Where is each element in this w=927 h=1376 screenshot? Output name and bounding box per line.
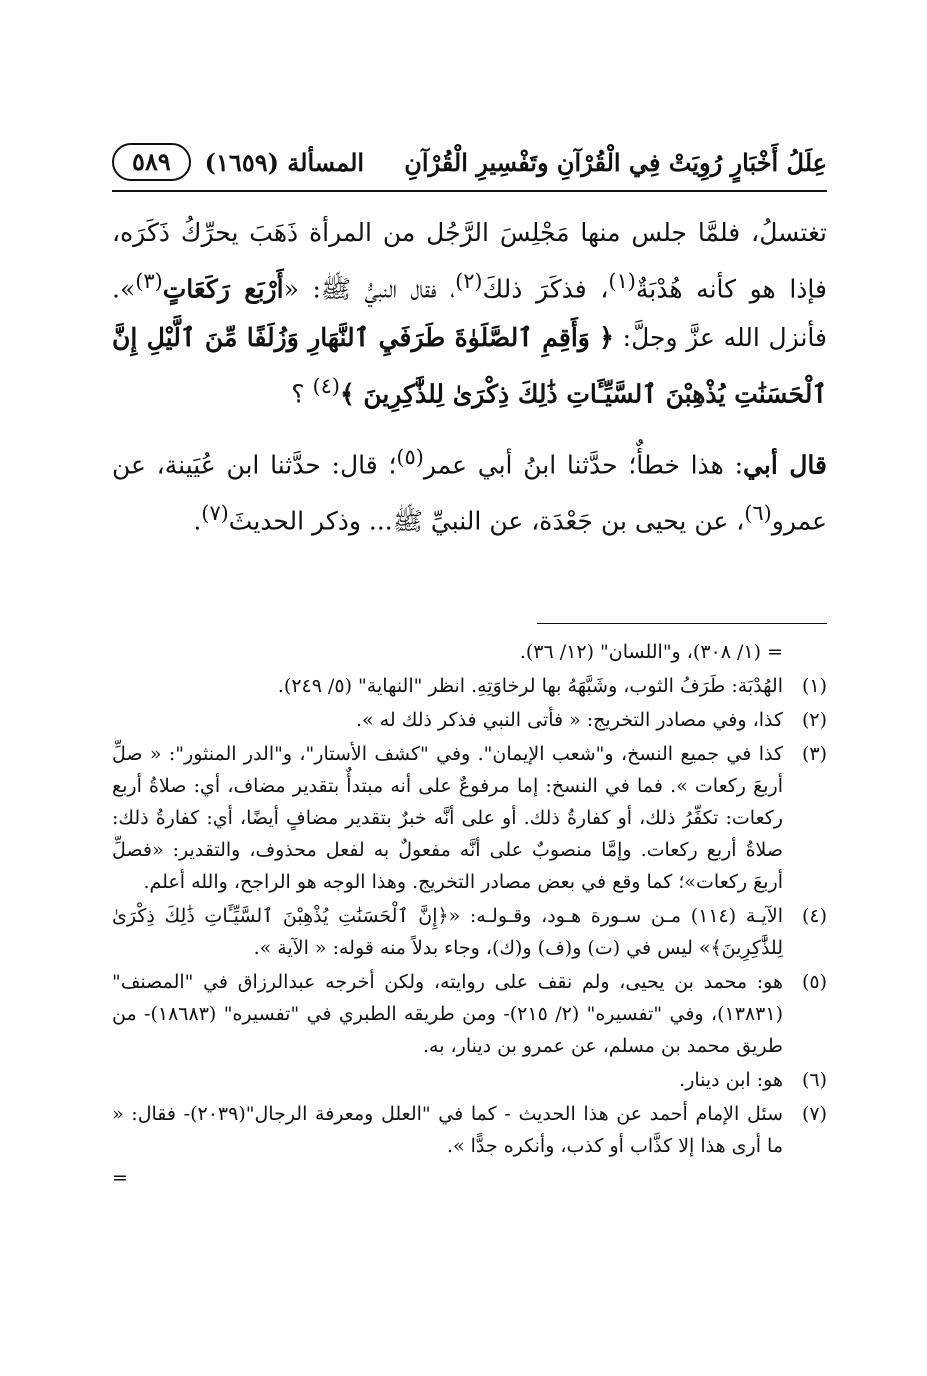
footnote-ref-4[interactable]: (٤) — [312, 374, 340, 399]
footnote-item — [112, 966, 827, 1062]
footnote-text: كذا، وفي مصادر التخريج: « فأتى النبي فذكر ذلك له ». — [356, 709, 783, 732]
header-right — [404, 148, 827, 177]
footnote-item — [112, 1064, 827, 1096]
continues-mark: = — [112, 1167, 128, 1190]
footnote-number: (٧) — [801, 1103, 827, 1126]
footnote-ref-6[interactable]: (٦) — [744, 500, 772, 525]
header-left — [112, 143, 364, 181]
paragraph-2 — [112, 433, 827, 546]
paragraph-1 — [112, 208, 827, 419]
footnote-item — [112, 1098, 827, 1194]
text-span: ، فذكَرَ ذلكَ — [482, 274, 609, 304]
footnote-text: هو: ابن دينار. — [679, 1069, 783, 1092]
page-number: ٥٨٩ — [112, 143, 191, 181]
hadith-quote: أَرْبَع رَكَعَاتٍ — [162, 274, 284, 304]
footnote-text: هو: محمد بن يحيى، ولم نقف على روايته، ولكن أخرجه عبدالرزاق في "المصنف" (١٣٨٣١)، وفي "تفسيره" (٢/ ٢١٥)- ومن طريقه الطبري في "تفسيره" (١٨٦٨٣)- من طريق محمد بن مسلم، عن عمرو بن دينار، به. — [112, 971, 783, 1058]
footnote-ref-7[interactable]: (٧) — [201, 500, 229, 525]
header-rule — [112, 190, 827, 192]
footnote-separator — [537, 623, 827, 624]
footnote-number: (١) — [801, 675, 827, 698]
footnote-number: (٦) — [801, 1069, 827, 1092]
footnote-ref-2[interactable]: (٢) — [455, 269, 483, 293]
footnote-ref-5[interactable]: (٥) — [396, 444, 424, 469]
text-span: ؟ — [291, 379, 313, 409]
book-title: عِلَلُ أَخْبَارٍ رُوِيَتْ فِي الْقُرْآنِ وتَفْسِيرِ الْقُرْآنِ — [404, 147, 827, 177]
footnote-item — [112, 704, 827, 736]
issue-number: المسألة (١٦٥٩) — [204, 147, 365, 177]
speaker-label: قال أبي — [743, 449, 827, 479]
footnotes — [112, 636, 827, 1194]
footnote-continuation: = (١/ ٣٠٨)، و"اللسان" (١٢/ ٣٦). — [519, 641, 783, 664]
footnote-number: (٣) — [801, 743, 827, 766]
text-span: ». فأنزل الله عزَّ وجلَّ: — [112, 274, 827, 353]
footnote-item — [112, 900, 827, 964]
footnote-text: الهُدْبَة: طَرَفُ الثوب، وشَبَّهَهُ بها لرخاوَتِهِ. انظر "النهاية" (٥/ ٢٤٩). — [277, 675, 783, 698]
footnote-ref-1[interactable]: (١) — [608, 269, 636, 293]
text-span: : هذا خطأٌ؛ حدَّثنا ابنُ أبي عمر — [423, 449, 744, 479]
footnote-item — [112, 738, 827, 898]
text-span: ، فقال النبيُّ ﷺ: « — [283, 274, 456, 304]
footnote-number: (٥) — [801, 971, 827, 994]
footnote-number: (٤) — [801, 905, 827, 928]
footnote-ref-3[interactable]: (٣) — [135, 269, 163, 293]
footnote-text: الآيـة (١١٤) مـن سـورة هـود، وقـولـه: «﴿إِنَّ ٱلْحَسَنَٰتِ يُذْهِبْنَ ٱلسَّيِّـَٔاتِ ذَٰلِكَ ذِكْرَىٰ لِلذَّٰكِرِينَ﴾» ليس في (ت) و(ف) و(ك)، وجاء بدلاً منه قوله: « الآية ». — [112, 905, 783, 960]
footnote-text — [112, 1098, 783, 1194]
footnote-text-body: سئل الإمام أحمد عن هذا الحديث - كما في "العلل ومعرفة الرجال"(٢٠٣٩)- فقال: « ما أرى هذا إلا كذَّاب أو كذب، وأنكره جدًّا ». — [112, 1103, 784, 1158]
page-header — [112, 140, 827, 184]
footnote-item — [112, 670, 827, 702]
quran-verse: ﴿ وَأَقِمِ ٱلصَّلَوٰةَ طَرَفَيِ ٱلنَّهَارِ وَزُلَفًا مِّنَ ٱلَّيْلِ إِنَّ ٱلْحَسَنَٰتِ يُذْهِبْنَ ٱلسَّيِّـَٔاتِ ذَٰلِكَ ذِكْرَىٰ لِلذَّٰكِرِينَ ﴾ — [112, 323, 827, 409]
text-span: ، عن يحيى بن جَعْدَة، عن النبيِّ ﷺ... وذكر الحديثَ — [228, 506, 745, 536]
text-span: تغتسلُ، فلمَّا جلس منها مَجْلِسَ الرَّجُل من المرأة ذَهَبَ يحرِّكُ ذَكَرَه، فإذا هو كأنه هُدْبَةٌ — [112, 218, 827, 304]
document-page — [112, 140, 827, 1196]
footnote-text: كذا في جميع النسخ، و"شعب الإيمان". وفي "كشف الأستار"، و"الدر المنثور": « صلِّ أربعَ ركعات ». فما في النسخ: إما مرفوعٌ على أنه مبتدأٌ بتقدير مضاف، أي: صلاةُ أربع ركعات: تكفِّرُ ذلك، أو كفارةُ ذلك. أو على أنَّه خبرٌ بتقدير مضافٍ أيضًا، أي: كفارةُ ذلك: صلاةُ أربع ركعات. وإمَّا منصوبٌ على أنَّه مفعولٌ به لفعل محذوف، والتقدير: «فصلِّ أربعَ ركعات»؛ كما وقع في بعض مصادر التخريج. وهذا الوجه هو الراجح، والله أعلم. — [112, 743, 783, 894]
text-span: ؛ قال: حدَّثنا ابن عُيَينة، عن عمرو — [112, 449, 827, 536]
footnote-number: (٢) — [801, 709, 827, 732]
main-text — [112, 208, 827, 545]
text-span: . — [193, 506, 202, 536]
